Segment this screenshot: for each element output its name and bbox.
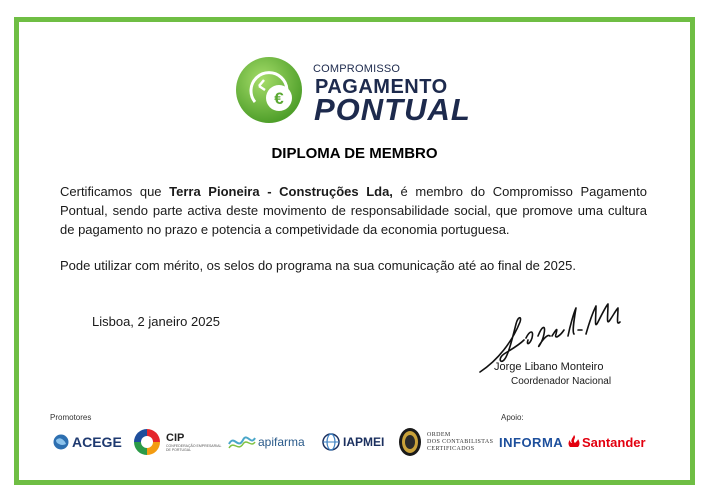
- cip-text: CIP: [166, 432, 185, 444]
- apifarma-logo: [228, 427, 305, 457]
- apifarma-wave-icon: [228, 432, 256, 452]
- diploma-title: DIPLOMA DE MEMBRO: [271, 145, 438, 162]
- ordem-line-1: ORDEM: [427, 431, 451, 438]
- svg-text:€: €: [274, 89, 284, 108]
- logo-line-compromisso: COMPROMISSO: [313, 63, 401, 75]
- acege-globe-icon: [53, 434, 69, 450]
- ordem-crest-icon: [398, 427, 422, 457]
- informa-text: INFORMA: [499, 434, 564, 450]
- issue-date: Lisboa, 2 janeiro 2025: [92, 314, 220, 329]
- cip-subtitle-1: CONFEDERAÇÃO EMPRESARIAL: [166, 444, 222, 448]
- certification-paragraph: [60, 182, 647, 239]
- certification-body: é membro do Compromisso Pagamento Pontual, sendo parte activa deste movimento de responsabilidade social, que promove uma cultura de pagamento no prazo e potencia a competividade da economia portuguesa.: [60, 184, 647, 237]
- cip-subtitle-2: DE PORTUGAL: [166, 448, 192, 452]
- certification-intro: Certificamos que: [60, 184, 170, 199]
- promotores-label: Promotores: [50, 413, 92, 422]
- ordem-line-2: DOS CONTABILISTAS: [427, 438, 494, 445]
- cip-swirl-icon: [132, 427, 162, 457]
- apifarma-text: apifarma: [258, 435, 305, 449]
- company-name: Terra Pioneira - Construções Lda,: [169, 184, 393, 199]
- iapmei-logo: [322, 427, 384, 457]
- signatory-name: Jorge Libano Monteiro: [494, 361, 604, 373]
- logo-line-pagamento: PAGAMENTO: [315, 76, 448, 98]
- acege-text: ACEGE: [72, 434, 122, 450]
- informa-logo: [499, 427, 563, 457]
- santander-flame-icon: [568, 435, 580, 449]
- logo-line-pontual: PONTUAL: [314, 92, 471, 127]
- signatory-role: Coordenador Nacional: [511, 376, 612, 387]
- acege-logo: [53, 427, 122, 457]
- usage-paragraph: Pode utilizar com mérito, os selos do programa na sua comunicação até ao final de 2025.: [60, 258, 576, 273]
- cip-logo: [132, 427, 221, 457]
- iapmei-globe-icon: [322, 433, 340, 451]
- apoio-label: Apoio:: [501, 413, 524, 422]
- iapmei-text: IAPMEI: [343, 435, 385, 449]
- ordem-contabilistas-logo: [398, 427, 493, 457]
- ordem-line-3: CERTIFICADOS: [427, 445, 475, 452]
- clock-euro-icon: [235, 56, 303, 124]
- santander-logo: [568, 427, 646, 457]
- santander-text: Santander: [582, 434, 646, 450]
